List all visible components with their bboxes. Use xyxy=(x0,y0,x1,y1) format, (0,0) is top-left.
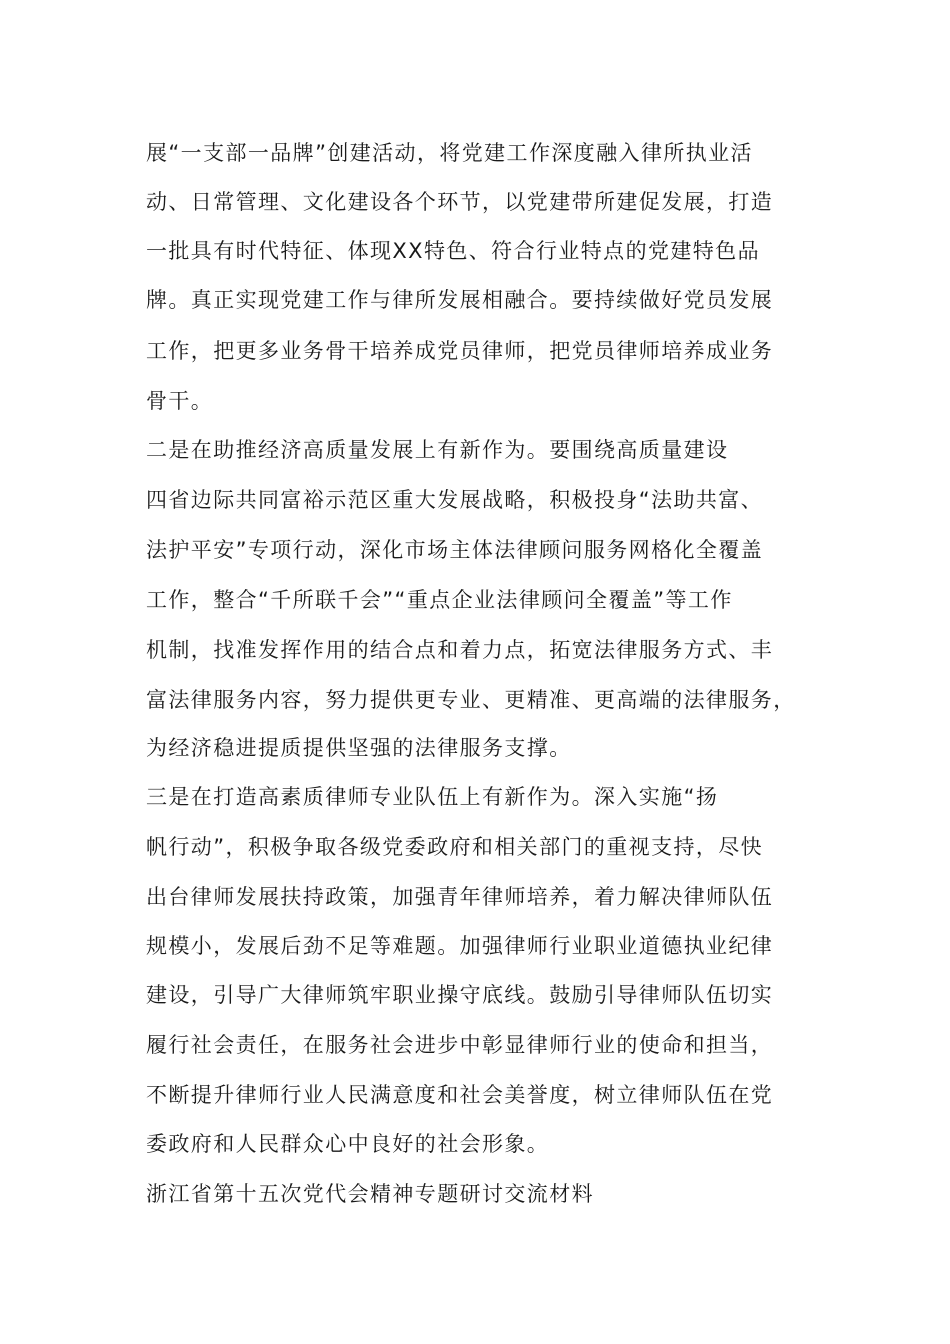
paragraph-heading: 二是在助推经济高质量发展上有新作为。要围绕高质量建设 xyxy=(146,438,729,462)
text-line: 委政府和人民群众心中良好的社会形象。 xyxy=(146,1132,550,1156)
text-line: 一批具有时代特征、体现XX特色、符合行业特点的党建特色品 xyxy=(146,239,760,263)
text-line: 建设，引导广大律师筑牢职业操守底线。鼓励引导律师队伍切实 xyxy=(146,983,774,1007)
text-line: 不断提升律师行业人民满意度和社会美誉度，树立律师队伍在党 xyxy=(146,1083,774,1107)
text-line: 机制，找准发挥作用的结合点和着力点，拓宽法律服务方式、丰 xyxy=(146,638,774,662)
text-line: 动、日常管理、文化建设各个环节，以党建带所建促发展，打造 xyxy=(146,190,774,214)
text-line: 工作，整合“千所联千会”“重点企业法律顾问全覆盖”等工作 xyxy=(146,588,733,612)
paragraph-heading: 三是在打造高素质律师专业队伍上有新作为。深入实施“扬 xyxy=(146,785,719,809)
text-line: 履行社会责任，在服务社会进步中彰显律师行业的使命和担当， xyxy=(146,1033,774,1057)
text-line: 富法律服务内容，努力提供更专业、更精准、更高端的法律服务， xyxy=(146,688,796,712)
text-line: 牌。真正实现党建工作与律所发展相融合。要持续做好党员发展 xyxy=(146,288,774,312)
text-line: 出台律师发展扶持政策，加强青年律师培养，着力解决律师队伍 xyxy=(146,885,774,909)
text-line: 规模小，发展后劲不足等难题。加强律师行业职业道德执业纪律 xyxy=(146,934,774,958)
text-line: 为经济稳进提质提供坚强的法律服务支撑。 xyxy=(146,736,572,760)
text-line: 四省边际共同富裕示范区重大发展战略，积极投身“法助共富、 xyxy=(146,488,764,512)
text-line: 帆行动”，积极争取各级党委政府和相关部门的重视支持，尽快 xyxy=(146,835,764,859)
document-title-line: 浙江省第十五次党代会精神专题研讨交流材料 xyxy=(146,1182,594,1206)
text-line: 骨干。 xyxy=(146,389,214,413)
text-line: 工作，把更多业务骨干培养成党员律师，把党员律师培养成业务 xyxy=(146,339,774,363)
text-line: 法护平安”专项行动，深化市场主体法律顾问服务网格化全覆盖 xyxy=(146,538,764,562)
text-line: 展“一支部一品牌”创建活动，将党建工作深度融入律所执业活 xyxy=(146,141,753,165)
